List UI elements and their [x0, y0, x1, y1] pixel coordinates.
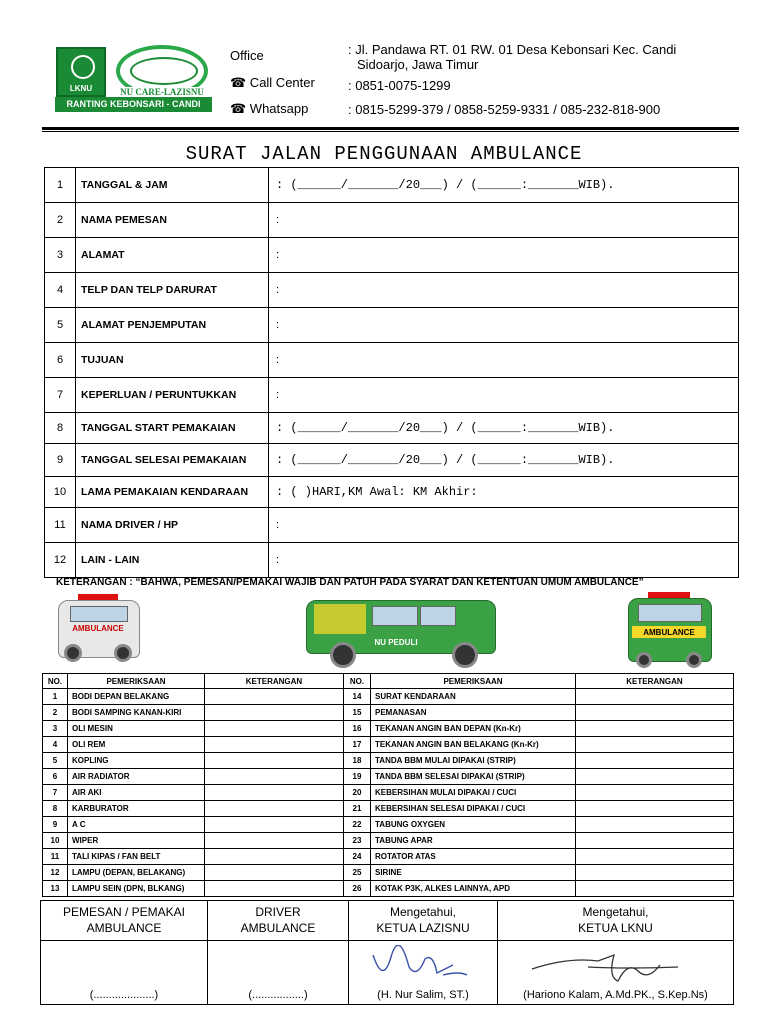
check-note[interactable] — [205, 801, 344, 817]
check-note-2[interactable] — [576, 737, 734, 753]
check-note-2[interactable] — [576, 705, 734, 721]
sign-lazisnu-line2: KETUA LAZISNU — [376, 921, 470, 935]
check-no: 6 — [43, 769, 68, 785]
check-note-2[interactable] — [576, 817, 734, 833]
form-row-number: 10 — [45, 477, 76, 508]
check-note-2[interactable] — [576, 753, 734, 769]
checklist-row — [43, 881, 734, 897]
check-note[interactable] — [205, 769, 344, 785]
form-row — [45, 203, 739, 238]
check-item: OLI REM — [68, 737, 205, 753]
check-no-2: 15 — [344, 705, 371, 721]
ranting-banner: RANTING KEBONSARI - CANDI — [55, 97, 212, 112]
whatsapp-label: ☎ Whatsapp — [230, 101, 309, 116]
header-divider — [42, 127, 739, 130]
form-row-number: 11 — [45, 508, 76, 543]
check-no-2: 23 — [344, 833, 371, 849]
check-note-2[interactable] — [576, 801, 734, 817]
check-note[interactable] — [205, 737, 344, 753]
form-row — [45, 477, 739, 508]
note-text: KETERANGAN : “BAHWA, PEMESAN/PEMAKAI WAJIB DAN PATUH PADA SYARAT DAN KETENTUAN UMUM AMBULANCE” — [56, 577, 644, 588]
sign-pemesan-line1: PEMESAN / PEMAKAI — [62, 905, 186, 919]
check-item: AIR RADIATOR — [68, 769, 205, 785]
col-header-keterangan-2: KETERANGAN — [576, 674, 734, 689]
form-row-value[interactable]: : — [269, 343, 739, 378]
form-row-value[interactable]: : — [269, 308, 739, 343]
form-row-label: NAMA PEMESAN — [76, 203, 269, 238]
check-item: KARBURATOR — [68, 801, 205, 817]
check-no: 5 — [43, 753, 68, 769]
check-no-2: 22 — [344, 817, 371, 833]
form-row-value[interactable]: : (______/_______/20___) / (______:_______WIB). — [269, 413, 739, 444]
nucare-logo-text: NU CARE-LAZISNU — [110, 87, 214, 97]
office-label: Office — [230, 48, 264, 63]
check-item-2: TANDA BBM MULAI DIPAKAI (STRIP) — [371, 753, 576, 769]
check-note[interactable] — [205, 705, 344, 721]
check-no: 4 — [43, 737, 68, 753]
check-no: 9 — [43, 817, 68, 833]
form-row-number: 3 — [45, 238, 76, 273]
check-no-2: 26 — [344, 881, 371, 897]
form-row — [45, 168, 739, 203]
nucare-logo — [110, 43, 214, 99]
signature-lknu-image — [528, 947, 698, 991]
check-item: LAMPU (DEPAN, BELAKANG) — [68, 865, 205, 881]
form-row-label: LAMA PEMAKAIAN KENDARAAN — [76, 477, 269, 508]
form-row-label: TANGGAL START PEMAKAIAN — [76, 413, 269, 444]
form-row-label: NAMA DRIVER / HP — [76, 508, 269, 543]
check-note-2[interactable] — [576, 769, 734, 785]
check-no-2: 25 — [344, 865, 371, 881]
form-row-number: 1 — [45, 168, 76, 203]
checklist-table — [42, 673, 734, 897]
sign-name-lknu: (Hariono Kalam, A.Md.PK., S.Kep.Ns) — [523, 989, 708, 1001]
checklist-row — [43, 721, 734, 737]
sign-head-pemesan — [41, 901, 208, 941]
check-no: 11 — [43, 849, 68, 865]
checklist-row — [43, 801, 734, 817]
sign-driver-line1: DRIVER — [255, 905, 301, 919]
check-note[interactable] — [205, 881, 344, 897]
check-no-2: 16 — [344, 721, 371, 737]
check-note-2[interactable] — [576, 785, 734, 801]
sign-cell-lknu — [498, 941, 734, 1005]
check-no-2: 24 — [344, 849, 371, 865]
whatsapp-numbers: : 0815-5299-379 / 0858-5259-9331 / 085-232-818-900 — [348, 102, 661, 117]
sign-pemesan-line2: AMBULANCE — [86, 921, 162, 935]
check-item-2: KEBERSIHAN MULAI DIPAKAI / CUCI — [371, 785, 576, 801]
ambulance-front-label: AMBULANCE — [643, 628, 695, 637]
ambulance-front-image — [628, 592, 710, 670]
sign-lknu-line2: KETUA LKNU — [578, 921, 653, 935]
check-note[interactable] — [205, 849, 344, 865]
check-item: A C — [68, 817, 205, 833]
document-title: SURAT JALAN PENGGUNAAN AMBULANCE — [185, 143, 583, 165]
check-note[interactable] — [205, 865, 344, 881]
check-note[interactable] — [205, 721, 344, 737]
check-item-2: KOTAK P3K, ALKES LAINNYA, APD — [371, 881, 576, 897]
check-no: 10 — [43, 833, 68, 849]
check-note-2[interactable] — [576, 881, 734, 897]
checklist-row — [43, 785, 734, 801]
sign-name-pemesan: (....................) — [41, 941, 208, 1005]
form-row-value[interactable]: : — [269, 508, 739, 543]
col-header-pemeriksaan: PEMERIKSAAN — [68, 674, 205, 689]
form-row-value[interactable]: : — [269, 378, 739, 413]
sign-cell-lazisnu — [349, 941, 498, 1005]
check-item-2: ROTATOR ATAS — [371, 849, 576, 865]
form-row-label: TELP DAN TELP DARURAT — [76, 273, 269, 308]
check-item: TALI KIPAS / FAN BELT — [68, 849, 205, 865]
form-row-value[interactable]: : — [269, 238, 739, 273]
form-row-value[interactable]: : (______/_______/20___) / (______:_______WIB). — [269, 168, 739, 203]
form-row-number: 5 — [45, 308, 76, 343]
check-item-2: TABUNG OXYGEN — [371, 817, 576, 833]
sign-head-lknu — [498, 901, 734, 941]
sign-lazisnu-line1: Mengetahui, — [389, 905, 457, 919]
checklist-row — [43, 689, 734, 705]
check-note[interactable] — [205, 753, 344, 769]
check-item-2: PEMANASAN — [371, 705, 576, 721]
check-item: BODI SAMPING KANAN-KIRI — [68, 705, 205, 721]
check-item: KOPLING — [68, 753, 205, 769]
form-row-label: ALAMAT PENJEMPUTAN — [76, 308, 269, 343]
checklist-row — [43, 769, 734, 785]
check-item: OLI MESIN — [68, 721, 205, 737]
call-center-label: ☎ Call Center — [230, 75, 315, 90]
check-item: WIPER — [68, 833, 205, 849]
form-row-label: LAIN - LAIN — [76, 543, 269, 578]
form-row — [45, 273, 739, 308]
form-row — [45, 543, 739, 578]
form-row-number: 6 — [45, 343, 76, 378]
form-row-value[interactable]: : — [269, 203, 739, 238]
form-row — [45, 238, 739, 273]
check-no: 8 — [43, 801, 68, 817]
ambulance-rear-image — [58, 592, 138, 666]
form-row-label: TUJUAN — [76, 343, 269, 378]
call-center-number: : 0851-0075-1299 — [348, 78, 451, 93]
check-note-2[interactable] — [576, 689, 734, 705]
form-row-label: TANGGAL SELESAI PEMAKAIAN — [76, 444, 269, 477]
check-no: 1 — [43, 689, 68, 705]
lknu-logo-text: LKNU — [69, 84, 93, 93]
check-no: 7 — [43, 785, 68, 801]
form-row-label: TANGGAL & JAM — [76, 168, 269, 203]
sign-driver-line2: AMBULANCE — [240, 921, 316, 935]
form-row-number: 8 — [45, 413, 76, 444]
check-note-2[interactable] — [576, 721, 734, 737]
office-address: : Jl. Pandawa RT. 01 RW. 01 Desa Kebonsari Kec. Candi — [348, 42, 677, 57]
check-note-2[interactable] — [576, 849, 734, 865]
form-row-label: KEPERLUAN / PERUNTUKKAN — [76, 378, 269, 413]
col-header-no-2: NO. — [344, 674, 371, 689]
form-row-number: 12 — [45, 543, 76, 578]
form-row — [45, 308, 739, 343]
check-item-2: SURAT KENDARAAN — [371, 689, 576, 705]
check-no-2: 20 — [344, 785, 371, 801]
check-no: 12 — [43, 865, 68, 881]
check-note-2[interactable] — [576, 833, 734, 849]
ambulance-rear-label: AMBULANCE — [72, 624, 124, 633]
checklist-row — [43, 817, 734, 833]
check-item-2: TANDA BBM SELESAI DIPAKAI (STRIP) — [371, 769, 576, 785]
check-no: 2 — [43, 705, 68, 721]
col-header-keterangan: KETERANGAN — [205, 674, 344, 689]
check-note-2[interactable] — [576, 865, 734, 881]
sign-lknu-line1: Mengetahui, — [582, 905, 649, 919]
check-no-2: 19 — [344, 769, 371, 785]
check-item-2: KEBERSIHAN SELESAI DIPAKAI / CUCI — [371, 801, 576, 817]
form-row-value[interactable]: : ( )HARI,KM Awal: KM Akhir: — [269, 477, 739, 508]
check-item-2: TEKANAN ANGIN BAN BELAKANG (Kn-Kr) — [371, 737, 576, 753]
check-note[interactable] — [205, 689, 344, 705]
form-table — [44, 167, 739, 578]
check-item: AIR AKI — [68, 785, 205, 801]
globe-icon — [71, 55, 95, 79]
signature-lazisnu-image — [363, 945, 483, 989]
checklist-row — [43, 705, 734, 721]
check-no: 13 — [43, 881, 68, 897]
form-row — [45, 343, 739, 378]
form-row — [45, 508, 739, 543]
header-divider-thin — [42, 131, 739, 132]
checklist-row — [43, 849, 734, 865]
form-row — [45, 378, 739, 413]
checklist-row — [43, 753, 734, 769]
check-item-2: TEKANAN ANGIN BAN DEPAN (Kn-Kr) — [371, 721, 576, 737]
check-no-2: 21 — [344, 801, 371, 817]
ambulance-side-label: NU PEDULI — [374, 638, 418, 647]
check-note[interactable] — [205, 833, 344, 849]
col-header-no: NO. — [43, 674, 68, 689]
check-item: BODI DEPAN BELAKANG — [68, 689, 205, 705]
col-header-pemeriksaan-2: PEMERIKSAAN — [371, 674, 576, 689]
check-item-2: TABUNG APAR — [371, 833, 576, 849]
check-no-2: 14 — [344, 689, 371, 705]
checklist-row — [43, 737, 734, 753]
check-item: LAMPU SEIN (DPN, BLKANG) — [68, 881, 205, 897]
check-item-2: SIRINE — [371, 865, 576, 881]
form-row-value[interactable]: : — [269, 543, 739, 578]
checklist-row — [43, 865, 734, 881]
form-row-value[interactable]: : (______/_______/20___) / (______:_______WIB). — [269, 444, 739, 477]
form-row-number: 9 — [45, 444, 76, 477]
check-note[interactable] — [205, 785, 344, 801]
signature-table — [40, 900, 734, 1005]
form-row-value[interactable]: : — [269, 273, 739, 308]
form-row-number: 7 — [45, 378, 76, 413]
lknu-logo — [56, 47, 106, 97]
sign-head-driver — [208, 901, 349, 941]
form-row-number: 2 — [45, 203, 76, 238]
office-address-2: Sidoarjo, Jawa Timur — [357, 57, 479, 72]
sign-head-lazisnu — [349, 901, 498, 941]
form-row-number: 4 — [45, 273, 76, 308]
form-row-label: ALAMAT — [76, 238, 269, 273]
check-no-2: 18 — [344, 753, 371, 769]
sign-name-driver: (.................) — [208, 941, 349, 1005]
check-note[interactable] — [205, 817, 344, 833]
check-no-2: 17 — [344, 737, 371, 753]
checklist-row — [43, 833, 734, 849]
sign-name-lazisnu: (H. Nur Salim, ST.) — [377, 989, 469, 1001]
form-row — [45, 444, 739, 477]
form-row — [45, 413, 739, 444]
check-no: 3 — [43, 721, 68, 737]
ambulance-side-image — [306, 594, 494, 670]
